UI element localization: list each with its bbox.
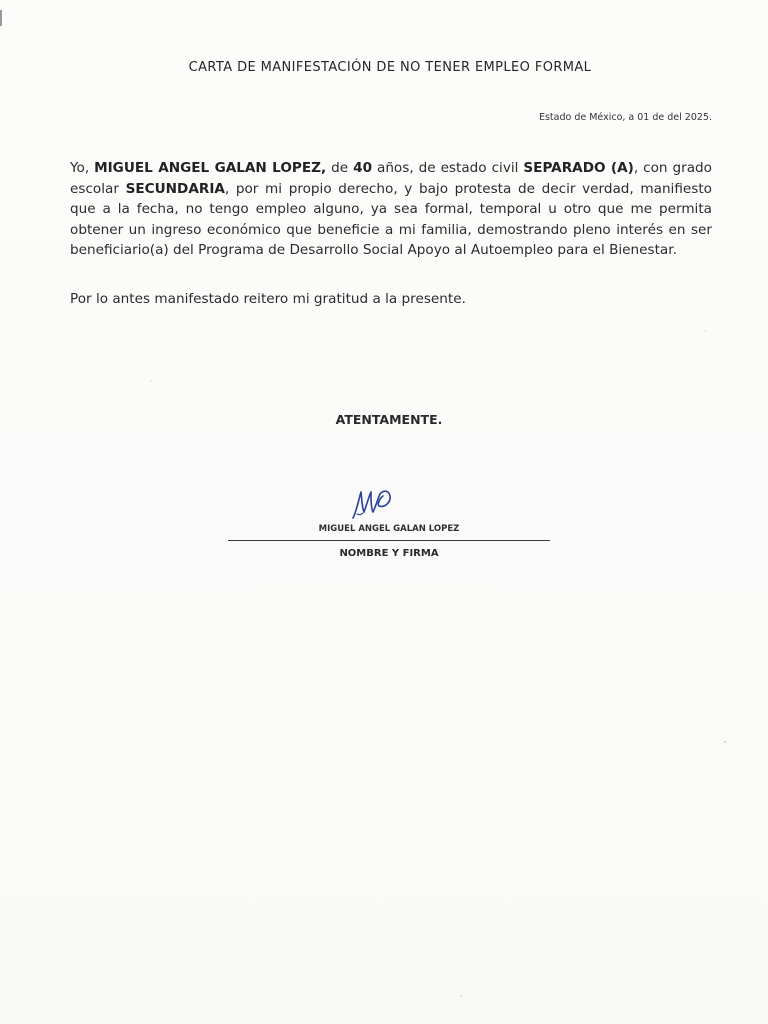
signature-caption: NOMBRE Y FIRMA <box>339 548 439 559</box>
document-title: CARTA DE MANIFESTACIÓN DE NO TENER EMPLEO FORMAL <box>188 60 592 75</box>
body-paragraph <box>70 158 712 261</box>
body-text-intro: Yo, <box>70 160 95 176</box>
signer-name: MIGUEL ANGEL GALAN LOPEZ <box>318 524 460 534</box>
closing-sentence: Por lo antes manifestado reitero mi gratitud a la presente. <box>70 291 466 307</box>
declarant-age: 40 <box>353 160 373 176</box>
body-text-civil-prefix: años, de estado civil <box>372 160 524 176</box>
scan-edge-mark <box>0 10 2 26</box>
paper-speck <box>460 995 462 997</box>
salutation: ATENTAMENTE. <box>335 412 443 427</box>
body-text-education-prefix: , con grado escolar <box>70 160 712 197</box>
body-text-declaration: , por mi propio derecho, y bajo protesta de decir verdad, manifiesto que a la fecha, no tengo empleo alguno, ya sea formal, temporal u otro que me permita obtener un ingreso económico que beneficie a mi familia, demostrando pleno interés en ser beneficiario(a) del Programa de Desarrollo Social Apoyo al Autoempleo para el Bienestar. <box>70 180 712 258</box>
paper-speck <box>704 330 706 332</box>
paper-speck <box>150 380 152 382</box>
handwritten-signature <box>347 484 397 524</box>
declarant-name: MIGUEL ANGEL GALAN LOPEZ, <box>94 160 327 176</box>
body-text-age-prefix: de <box>326 160 354 176</box>
date-line: Estado de México, a 01 de del 2025. <box>538 112 712 123</box>
civil-status: SEPARADO (A) <box>523 160 634 176</box>
paper-speck <box>724 741 726 743</box>
signature-line <box>228 540 550 541</box>
education-level: SECUNDARIA <box>125 180 225 197</box>
